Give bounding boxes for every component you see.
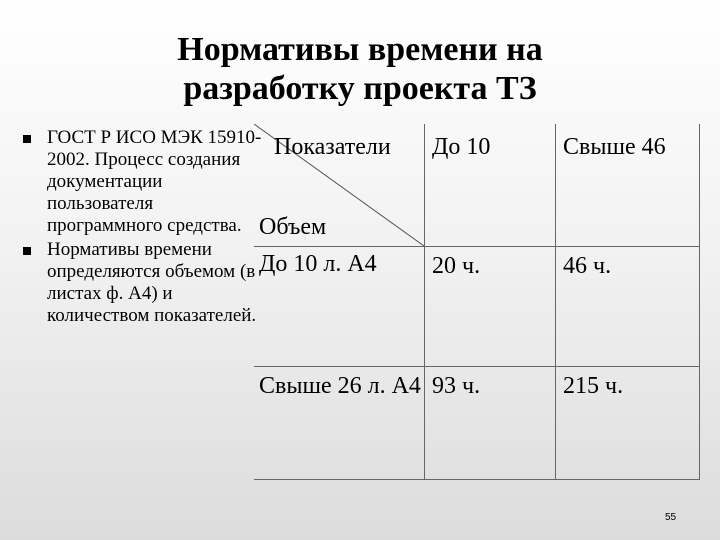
norms-table — [254, 124, 700, 480]
title-line-2: разработку проекта ТЗ — [183, 70, 537, 107]
bullet-square-icon — [23, 247, 31, 255]
column-header: До 10 — [425, 124, 556, 247]
slide-title — [100, 30, 620, 108]
table-cell: 215 ч. — [556, 367, 700, 480]
title-line-1: Нормативы времени на — [177, 31, 543, 68]
row-label: Свыше 26 л. А4 — [254, 367, 425, 480]
bullet-text: ГОСТ Р ИСО МЭК 15910-2002. Процесс создания документации пользователя программного средства. — [47, 127, 262, 236]
table-header-row — [254, 124, 700, 247]
corner-cell — [254, 124, 425, 247]
page-number: 55 — [665, 512, 677, 523]
table-row — [254, 247, 700, 367]
bullet-list — [20, 127, 270, 327]
column-header: Свыше 46 — [556, 124, 700, 247]
bullet-item — [20, 127, 270, 237]
corner-header-label: Показатели — [274, 134, 391, 160]
bullet-item — [20, 239, 270, 327]
table-cell: 46 ч. — [556, 247, 700, 367]
bullet-square-icon — [23, 135, 31, 143]
bullet-text: Нормативы времени определяются объемом (в листах ф. А4) и количеством показателей. — [47, 239, 257, 326]
corner-row-label: Объем — [259, 214, 327, 240]
table-cell: 93 ч. — [425, 367, 556, 480]
row-label: До 10 л. А4 — [254, 247, 425, 367]
table-row — [254, 367, 700, 480]
table-cell: 20 ч. — [425, 247, 556, 367]
